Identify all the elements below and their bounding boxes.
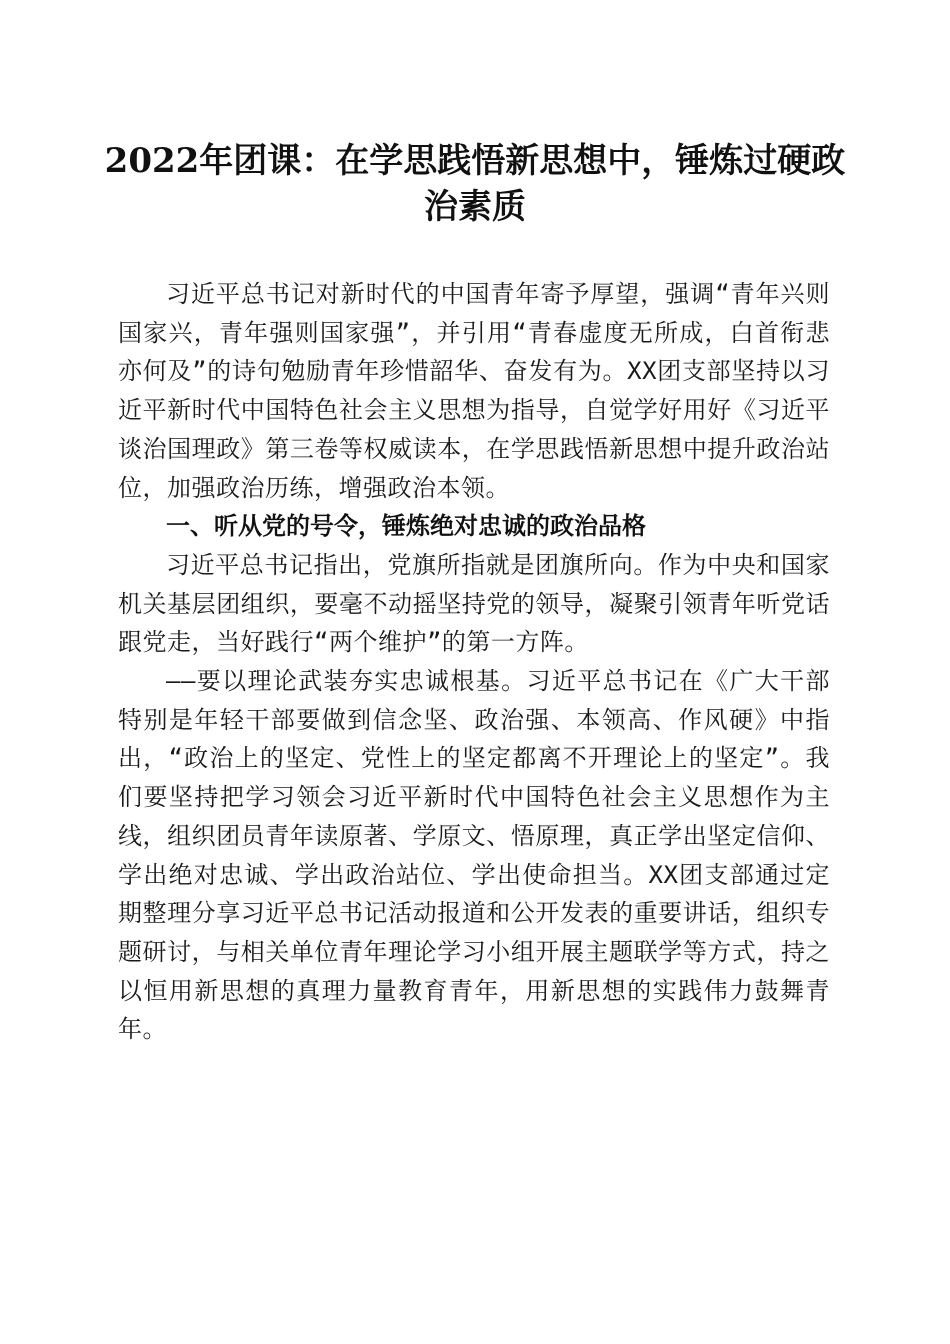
intro-paragraph: 习近平总书记对新时代的中国青年寄予厚望，强调“青年兴则国家兴，青年强则国家强”，并引用“青春虚度无所成，白首衔悲亦何及”的诗句勉励青年珍惜韶华、奋发有为。XX团支部坚持以习近平新时代中国特色社会主义思想为指导，自觉学好用好《习近平谈治国理政》第三卷等权威读本，在学思践悟新思想中提升政治站位，加强政治历练，增强政治本领。 bbox=[118, 280, 830, 502]
section-1-heading: 一、听从党的号令，锤炼绝对忠诚的政治品格 bbox=[166, 512, 646, 541]
section-1-paragraph: 习近平总书记指出，党旗所指就是团旗所向。作为中央和国家机关基层团组织，要毫不动摇坚持党的领导，凝聚引领青年听党话跟党走，当好践行“两个维护”的第一方阵。 bbox=[118, 550, 830, 657]
document-title: 2022年团课：在学思践悟新思想中，锤炼过硬政治素质 bbox=[104, 141, 846, 227]
section-1-paragraph: ——要以理论武装夯实忠诚根基。习近平总书记在《广大干部特别是年轻干部要做到信念坚、政治强、本领高、作风硬》中指出，“政治上的坚定、党性上的坚定都离不开理论上的坚定”。我们要坚持把学习领会习近平新时代中国特色社会主义思想作为主线，组织团员青年读原著、学原文、悟原理，真正学出坚定信仰、学出绝对忠诚、学出政治站位、学出使命担当。XX团支部通过定期整理分享习近平总书记活动报道和公开发表的重要讲话，组织专题研讨，与相关单位青年理论学习小组开展主题联学等方式，持之以恒用新思想的真理力量教育青年，用新思想的实践伟力鼓舞青年。 bbox=[118, 667, 830, 1044]
document-body bbox=[118, 275, 830, 1049]
